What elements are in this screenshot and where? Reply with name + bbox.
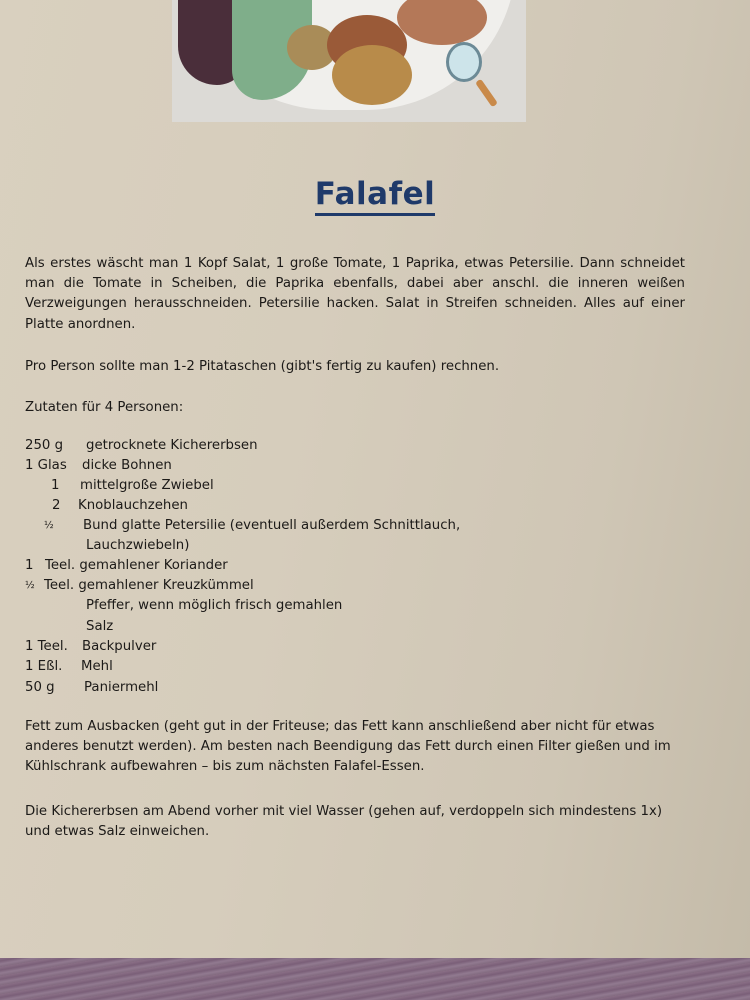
ingredient-qty: 1 Glas: [25, 458, 67, 473]
frying-note: Fett zum Ausbacken (geht gut in der Friteuse; das Fett kann anschließend aber nicht für etwas anderes benutzt werden). Am besten nach Beendigung das Fett durch einen Filter gießen und im Kühlschrank aufbewahren – bis zum nächsten Falafel-Essen.: [25, 719, 671, 775]
ingredient-qty: 50 g: [25, 680, 55, 695]
ingredient-item: Paniermehl: [84, 680, 159, 695]
ingredient-qty: ½: [44, 520, 54, 531]
ingredient-item: Knoblauchzehen: [78, 498, 188, 513]
ingredient-item: Pfeffer, wenn möglich frisch gemahlen: [86, 598, 343, 613]
wooden-table: [0, 958, 750, 1000]
ingredient-item: Teel. gemahlener Koriander: [45, 558, 228, 573]
soak-note: Die Kichererbsen am Abend vorher mit viel Wasser (gehen auf, verdoppeln sich mindestens 1x) und etwas Salz einweichen.: [25, 804, 663, 840]
ingredient-qty: 1: [25, 558, 34, 573]
ingredient-qty: 1: [51, 478, 60, 493]
ingredient-qty: ½: [25, 580, 35, 591]
ingredient-item: Backpulver: [82, 639, 157, 654]
ingredient-qty: 2: [52, 498, 61, 513]
ingredients-heading: Zutaten für 4 Personen:: [25, 400, 184, 415]
ingredient-item: dicke Bohnen: [82, 458, 172, 473]
pita-note: Pro Person sollte man 1-2 Pitataschen (gibt's fertig zu kaufen) rechnen.: [25, 359, 500, 374]
ingredient-item: Salz: [86, 619, 114, 634]
ingredient-item: Mehl: [81, 659, 113, 674]
ingredient-item: Lauchzwiebeln): [86, 538, 190, 553]
ingredient-item: mittelgroße Zwiebel: [80, 478, 214, 493]
ingredient-item: Bund glatte Petersilie (eventuell außerdem Schnittlauch,: [83, 518, 461, 533]
title-text: Falafel: [315, 176, 435, 216]
intro-paragraph: Als erstes wäscht man 1 Kopf Salat, 1 große Tomate, 1 Paprika, etwas Petersilie. Dann schneidet man die Tomate in Scheiben, die Paprika ebenfalls, dabei aber anschl. die inneren weißen Verzweigungen herausschneiden. Petersilie hacken. Salat in Streifen schneiden. Alles auf einer Platte anordnen.: [25, 256, 685, 332]
ingredient-qty: 1 Teel.: [25, 639, 68, 654]
ingredient-item: getrocknete Kichererbsen: [86, 438, 258, 453]
ingredient-qty: 250 g: [25, 438, 64, 453]
magnifier-icon[interactable]: [446, 42, 482, 82]
ingredient-item: Teel. gemahlener Kreuzkümmel: [44, 578, 254, 593]
page-title: [0, 176, 750, 212]
ingredient-qty: 1 Eßl.: [25, 659, 63, 674]
falafel-ball: [332, 45, 412, 105]
